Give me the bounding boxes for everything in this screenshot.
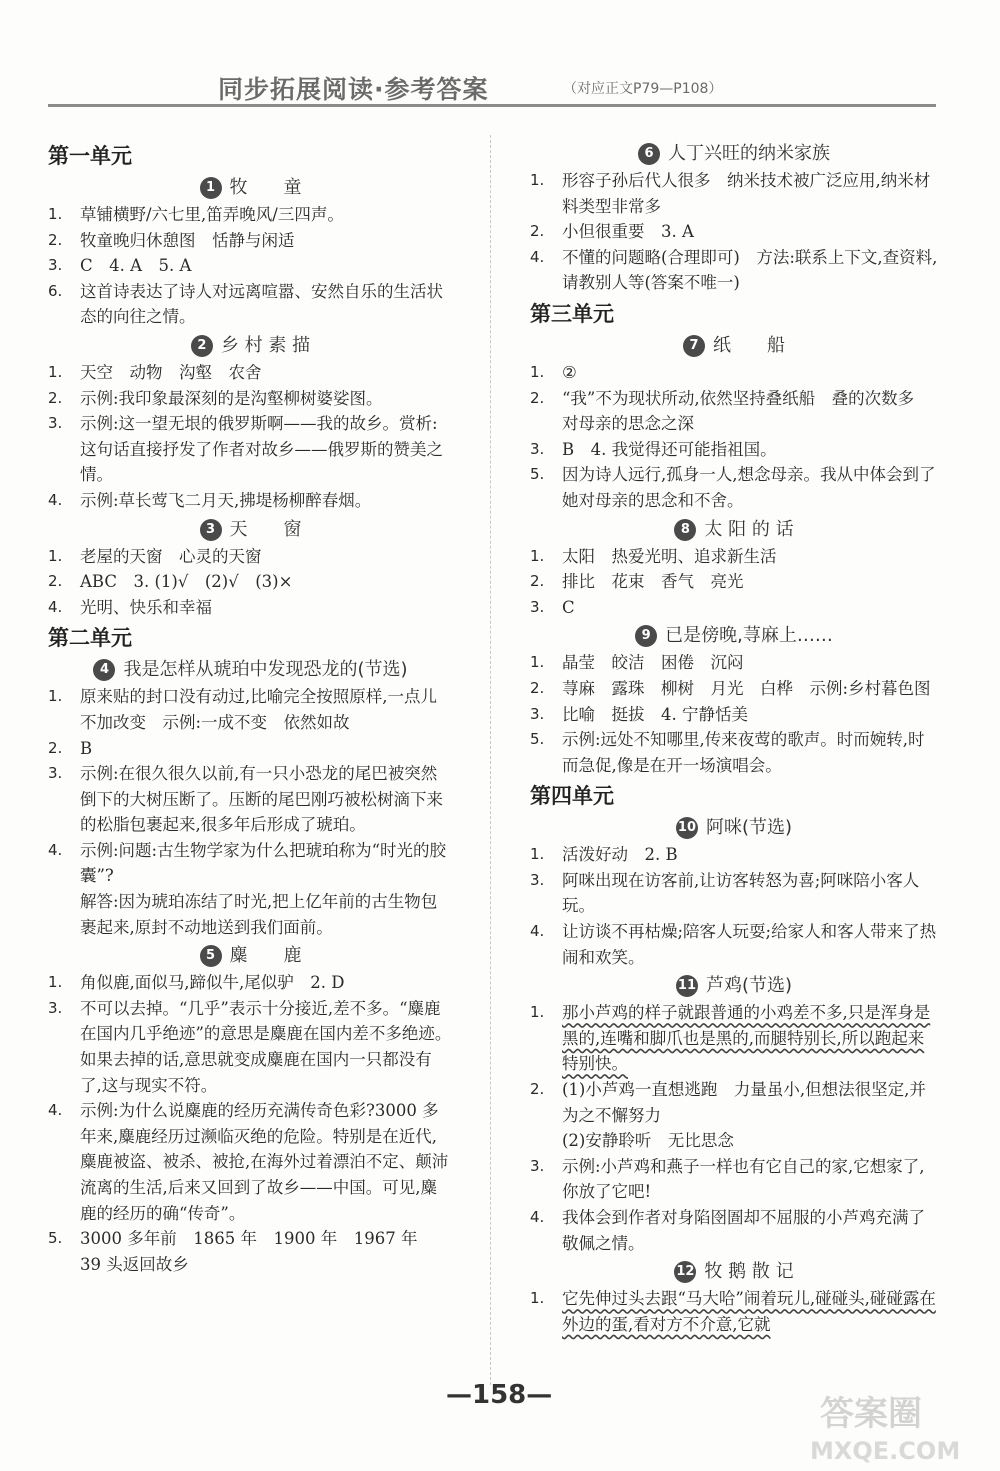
answer-item (48, 970, 453, 996)
answer-item (48, 411, 453, 488)
answer-item (530, 727, 938, 778)
right-column (530, 138, 938, 1337)
item-text: 原来贴的封口没有动过,比喻完全按照原样,一点儿不加改变 示例:一成不变 依然如故 (80, 687, 437, 732)
lesson-number-badge: 1 (200, 177, 222, 199)
item-number: 2. (530, 222, 545, 241)
item-text: 荨麻 露珠 柳树 月光 白桦 示例:乡村暮色图 (562, 678, 931, 698)
item-text: 太阳 热爱光明、追求新生活 (562, 546, 777, 566)
item-text: 天空 动物 沟壑 农舍 (80, 362, 262, 382)
answer-item (530, 1286, 938, 1337)
watermark-logo (790, 1385, 990, 1465)
item-number: 3. (48, 998, 63, 1017)
header-rule (48, 104, 936, 107)
item-number: 1. (48, 205, 63, 223)
item-text: 让访谈不再枯燥;陪客人玩耍;给家人和客人带来了热闹和欢笑。 (562, 922, 937, 967)
lesson-number-badge: 12 (674, 1261, 696, 1283)
page-header (48, 64, 936, 108)
answer-item (530, 219, 938, 245)
item-number: 5. (48, 1229, 63, 1248)
answer-item (48, 386, 453, 412)
item-number: 4. (48, 1101, 63, 1120)
answer-item (48, 761, 453, 838)
answer-item (530, 676, 938, 702)
item-text: 角似鹿,面似马,蹄似牛,尾似驴 2. D (80, 973, 345, 993)
header-subtitle: （对应正文P79—P108） (563, 81, 723, 97)
watermark-text: 答案圈 (820, 1394, 922, 1434)
header-title: 同步拓展阅读·参考答案 (218, 75, 489, 104)
item-number: 2. (530, 678, 545, 697)
item-number: 6. (48, 281, 63, 300)
item-text: 小但很重要 3. A (562, 222, 694, 242)
unit-heading: 第四单元 (530, 784, 614, 809)
lesson-heading (530, 972, 938, 1000)
lesson-title: 人丁兴旺的纳米家族 (668, 143, 830, 164)
item-text-underlined: 那小芦鸡的样子就跟普通的小鸡差不多,只是浑身是黑的,连嘴和脚爪也是黑的,而腿特别长,所以跑起来特别快。 (562, 1003, 931, 1074)
item-number: 4. (530, 1208, 545, 1226)
answer-item (48, 1226, 453, 1277)
lesson-number-badge: 4 (93, 659, 115, 681)
item-number: 5. (530, 465, 545, 484)
lesson-heading (530, 332, 938, 360)
page-number: —158— (446, 1380, 553, 1410)
answer-item (48, 202, 453, 228)
item-text: B (80, 738, 93, 758)
lesson-number-badge: 6 (638, 143, 660, 165)
item-text: 示例:我印象最深刻的是沟壑柳树婆娑图。 (80, 388, 383, 408)
answer-item (530, 245, 938, 296)
answer-item (530, 595, 938, 621)
item-text: 排比 花束 香气 亮光 (562, 572, 744, 592)
lesson-title: 牧 童 (229, 177, 302, 198)
answer-item (530, 437, 938, 463)
item-number: 1. (48, 973, 63, 992)
item-number: 3. (48, 256, 63, 275)
lesson-title: 芦鸡(节选) (705, 975, 793, 997)
item-text: 晶莹 皎洁 困倦 沉闷 (562, 653, 744, 673)
lesson-number-badge: 8 (674, 519, 696, 541)
item-text: 示例:在很久很久以前,有一只小恐龙的尾巴被突然倒下的大树压断了。压断的尾巴刚巧被松树滴下来的松脂包裹起来,很多年后形成了琥珀。 (80, 764, 443, 835)
item-text: 示例:小芦鸡和燕子一样也有它自己的家,它想家了,你放了它吧! (562, 1156, 925, 1202)
answer-item (530, 386, 938, 437)
item-text: ② (562, 362, 577, 382)
item-number: 1. (530, 1289, 545, 1308)
lesson-number-badge: 7 (683, 335, 705, 357)
item-number: 3. (530, 439, 545, 458)
lesson-heading (48, 174, 453, 202)
item-number: 2. (48, 230, 63, 249)
item-number: 1. (530, 845, 545, 864)
item-number: 4. (48, 490, 63, 509)
lesson-number-badge: 10 (676, 817, 698, 839)
left-column (48, 138, 453, 1277)
answer-item (530, 360, 938, 386)
item-number: 4. (48, 840, 63, 859)
item-text: B 4. 我觉得还可能指祖国。 (562, 439, 777, 459)
item-number: 1. (530, 1003, 545, 1022)
item-number: 1. (530, 171, 545, 189)
lesson-heading (530, 140, 938, 168)
answer-item (530, 544, 938, 570)
unit-heading: 第二单元 (48, 626, 132, 651)
answer-item (530, 569, 938, 595)
watermark-url: MXQE.COM (810, 1437, 961, 1465)
item-text: C 4. A 5. A (80, 256, 192, 276)
column-divider (490, 135, 491, 1385)
item-number: 1. (48, 362, 63, 381)
answer-item (530, 462, 938, 513)
answer-item (530, 650, 938, 676)
item-number: 3. (530, 597, 545, 616)
lesson-heading (530, 516, 938, 544)
item-number: 3. (48, 764, 63, 783)
answer-item (530, 919, 938, 970)
lesson-title: 已是傍晚,荨麻上…… (665, 625, 833, 647)
lesson-number-badge: 11 (676, 975, 698, 997)
item-number: 4. (48, 597, 63, 616)
lesson-heading (48, 516, 453, 544)
item-text: 因为诗人远行,孤身一人,想念母亲。我从中体会到了她对母亲的思念和不舍。 (562, 465, 936, 510)
item-text: 3000 多年前 1865 年 1900 年 1967 年 39 头返回故乡 (80, 1229, 434, 1274)
answer-item (530, 868, 938, 919)
item-number: 1. (48, 687, 63, 706)
item-text: 示例:草长莺飞二月天,拂堤杨柳醉春烟。 (80, 490, 372, 510)
lesson-title: 牧 鹅 散 记 (704, 1261, 794, 1283)
lesson-number-badge: 2 (191, 335, 213, 357)
lesson-heading (48, 942, 453, 970)
answer-item (48, 569, 453, 595)
item-number: 1. (48, 546, 63, 565)
answer-item (48, 279, 453, 330)
item-text: 这首诗表达了诗人对远离喧嚣、安然自乐的生活状态的向往之情。 (80, 281, 443, 327)
item-text: C (562, 597, 575, 617)
item-text: “我”不为现状所动,依然坚持叠纸船 叠的次数多 对母亲的思念之深 (562, 388, 931, 434)
answer-item (530, 168, 938, 219)
item-number: 1. (530, 653, 545, 672)
item-number: 5. (530, 730, 545, 749)
answer-item (530, 1000, 938, 1077)
lesson-number-badge: 9 (635, 625, 657, 647)
item-text: 阿咪出现在访客前,让访客转怒为喜;阿咪陪小客人玩。 (562, 870, 920, 916)
answer-item (530, 1154, 938, 1205)
item-text-underlined: 它先伸过头去跟“马大哈”闹着玩儿,碰碰头,碰碰露在外边的蛋,看对方不介意,它就 (562, 1289, 936, 1334)
answer-item (530, 702, 938, 728)
lesson-heading (48, 656, 453, 684)
item-number: 1. (530, 362, 545, 381)
item-number: 2. (530, 572, 545, 591)
item-text: 不可以去掉。“几乎”表示十分接近,差不多。“麋鹿在国内几乎绝迹”的意思是麋鹿在国内差不多绝迹。如果去掉的话,意思就变成麋鹿在国内一只都没有了,这与现实不符。 (80, 998, 452, 1095)
lesson-heading (530, 1258, 938, 1286)
item-number: 3. (530, 870, 545, 889)
item-text: 形容子孙后代人很多 纳米技术被广泛应用,纳米材料类型非常多 (562, 171, 931, 216)
item-number: 2. (48, 388, 63, 407)
lesson-heading (530, 814, 938, 842)
answer-item (48, 684, 453, 735)
answer-item (48, 228, 453, 254)
answer-item (48, 253, 453, 279)
lesson-title: 天 窗 (229, 518, 302, 540)
unit-heading: 第一单元 (48, 144, 132, 168)
answer-item (48, 838, 453, 940)
answer-item (48, 736, 453, 762)
lesson-heading (530, 622, 938, 650)
item-text: 比喻 挺拔 4. 宁静恬美 (562, 704, 748, 724)
item-text: 草铺横野/六七里,笛弄晚风/三四声。 (80, 205, 344, 224)
item-number: 4. (530, 247, 545, 266)
answer-item (48, 996, 453, 1098)
item-text: 我体会到作者对身陷囹圄却不屈服的小芦鸡充满了敬佩之情。 (562, 1208, 925, 1253)
lesson-title: 乡 村 素 描 (220, 334, 311, 356)
item-number: 2. (48, 738, 63, 757)
item-text: 活泼好动 2. B (562, 845, 678, 865)
lesson-heading (48, 332, 453, 360)
answer-item (48, 488, 453, 514)
item-text: 光明、快乐和幸福 (80, 597, 212, 617)
lesson-title: 太 阳 的 话 (704, 518, 794, 540)
item-number: 3. (530, 704, 545, 723)
answer-item (530, 1205, 938, 1256)
lesson-title: 我是怎样从琥珀中发现恐龙的(节选) (123, 659, 408, 681)
lesson-number-badge: 5 (200, 945, 222, 967)
lesson-title: 纸 船 (713, 334, 785, 356)
item-number: 1. (530, 546, 545, 565)
item-number: 2. (530, 1080, 545, 1099)
lesson-title: 阿咪(节选) (705, 817, 793, 839)
item-text: 示例:为什么说麋鹿的经历充满传奇色彩?3000 多年来,麋鹿经历过濒临灭绝的危险。特别是在近代,麋鹿被盗、被杀、被抢,在海外过着漂泊不定、颠沛流离的生活,后来又回到了故乡——中国。可见,麋鹿的经历的确“传奇”。 (80, 1101, 449, 1223)
item-text: 牧童晚归休憩图 恬静与闲适 (80, 230, 295, 250)
item-text: 老屋的天窗 心灵的天窗 (80, 546, 262, 566)
answer-item (48, 360, 453, 386)
item-number: 4. (530, 922, 545, 941)
item-number: 2. (530, 388, 545, 407)
answer-item (48, 544, 453, 570)
item-text: 示例:问题:古生物学家为什么把琥珀称为“时光的胶囊”? 解答:因为琥珀冻结了时光,把上亿年前的古生物包裹起来,原封不动地送到我们面前。 (80, 840, 447, 937)
item-text: (1)小芦鸡一直想逃跑 力量虽小,但想法很坚定,并为之不懈努力 (2)安静聆听 无比思念 (562, 1080, 926, 1151)
lesson-number-badge: 3 (200, 519, 222, 541)
answer-item (530, 842, 938, 868)
answer-item (48, 1098, 453, 1226)
answer-item (48, 595, 453, 621)
item-text: 示例:远处不知哪里,传来夜莺的歌声。时而婉转,时而急促,像是在开一场演唱会。 (562, 730, 925, 775)
item-number: 3. (530, 1156, 545, 1175)
item-number: 3. (48, 414, 63, 433)
lesson-title: 麋 鹿 (229, 945, 302, 967)
item-number: 2. (48, 572, 63, 591)
answer-item (530, 1077, 938, 1154)
unit-heading: 第三单元 (530, 301, 614, 326)
item-text: 不懂的问题略(合理即可) 方法:联系上下文,查资料,请教别人等(答案不唯一) (562, 247, 938, 293)
item-text: 示例:这一望无垠的俄罗斯啊——我的故乡。赏析:这句话直接抒发了作者对故乡——俄罗斯的赞美之情。 (80, 414, 443, 485)
item-text: ABC 3. (1)√ (2)√ (3)× (80, 572, 293, 592)
